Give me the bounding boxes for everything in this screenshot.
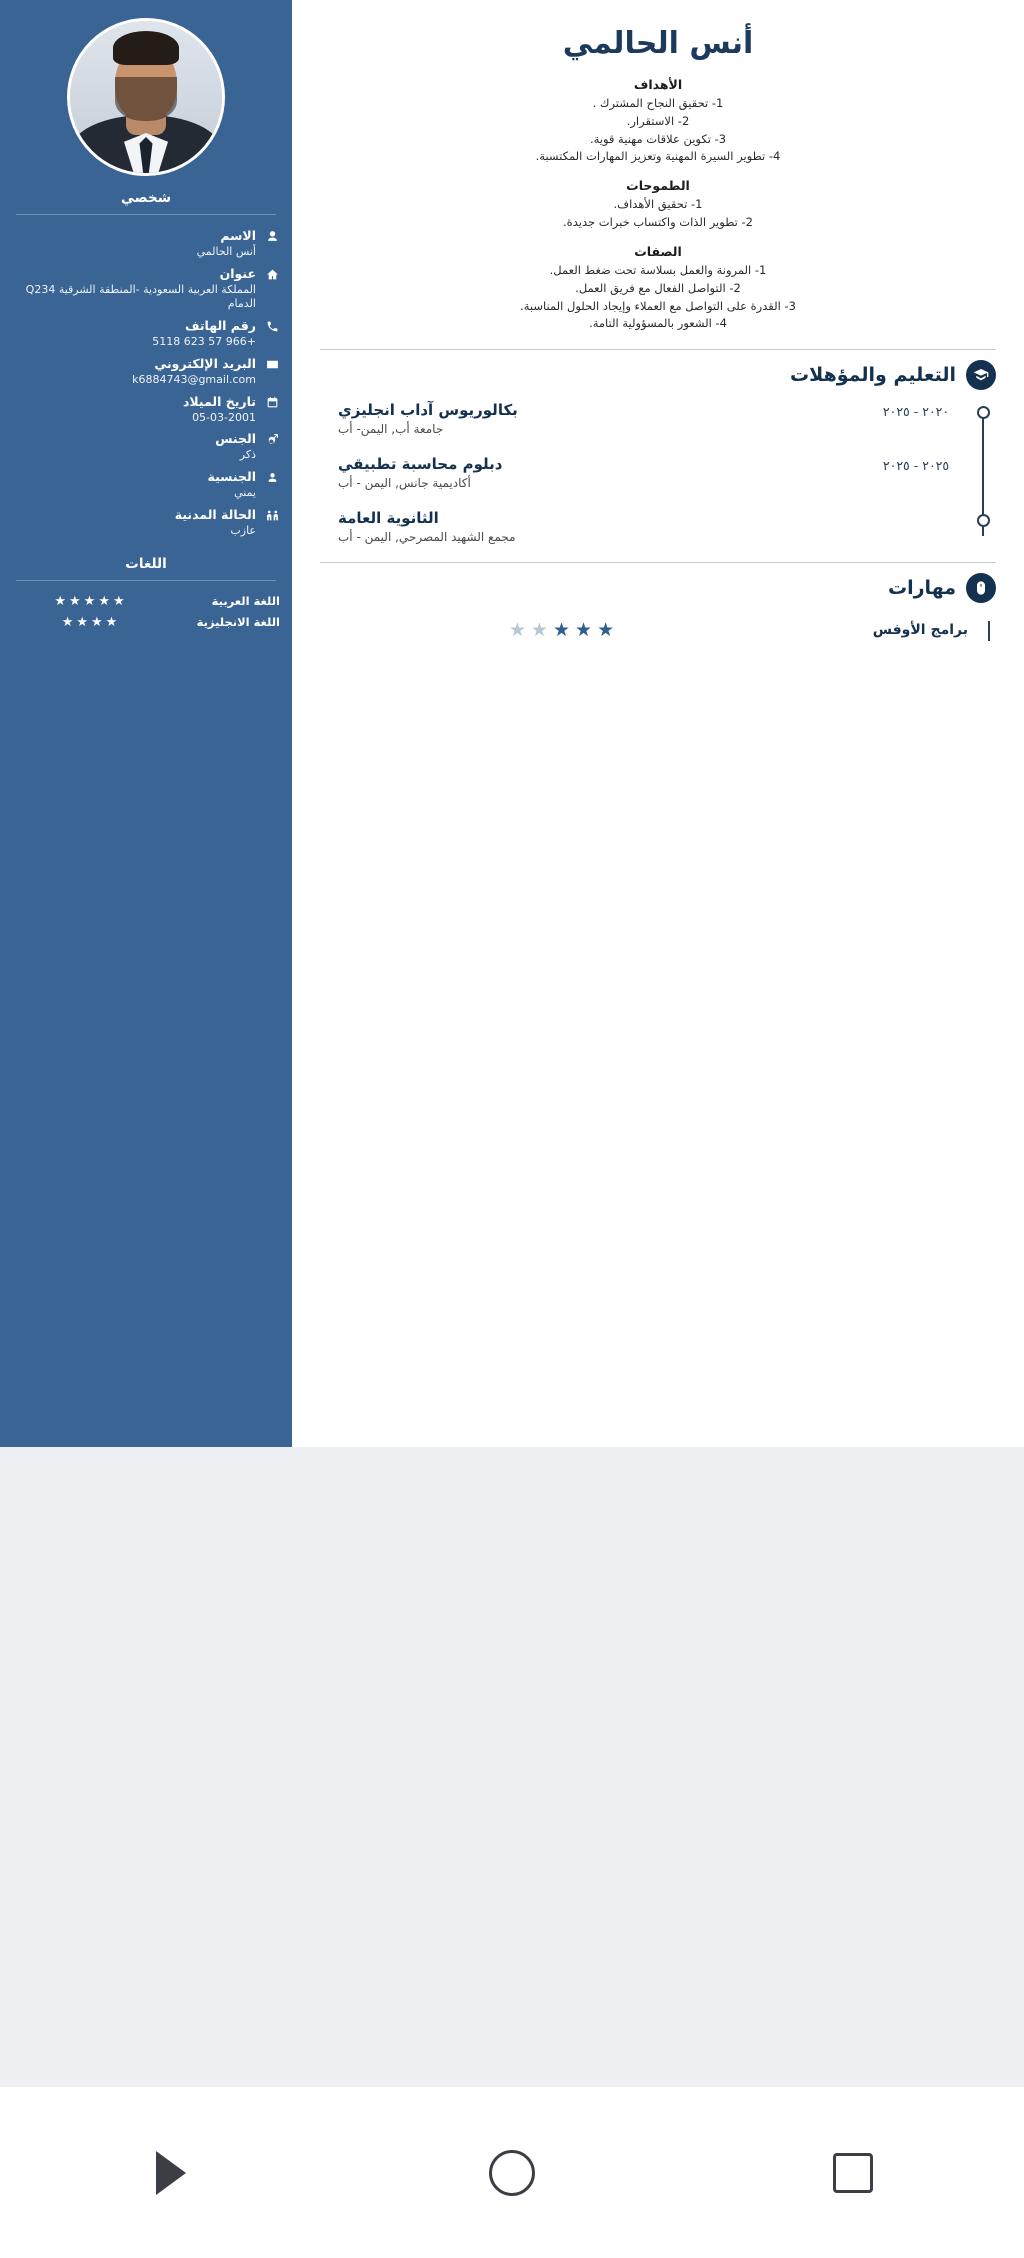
envelope-icon [264,358,280,374]
info-row-phone [0,315,292,353]
skill-tick [988,621,990,641]
language-rating: ★★★★ [61,614,121,630]
person-badge-icon [264,471,280,487]
personal-section-title: شخصي [121,190,171,206]
ambitions-line: 2- تطوير الذات واكتساب خبرات جديدة. [563,215,753,230]
education-degree: بكالوريوس آداب انجليزي [338,401,518,420]
info-label: الجنسية [207,469,256,485]
objectives-line: 4- تطوير السيرة المهنية وتعزيز المهارات المكتسبة. [535,149,781,164]
objectives-title: الأهداف [633,77,683,92]
phone-icon [264,320,280,336]
info-value: المملكة العربية السعودية -المنطقة الشرقية Q234 الدمام [25,282,256,311]
info-row-gender [0,428,292,466]
objectives-line: 2- الاستقرار. [626,113,690,128]
divider [320,562,996,563]
gender-icon [264,433,280,449]
education-title: التعليم والمؤهلات [790,364,956,387]
home-icon [264,268,280,284]
education-item [320,508,990,546]
education-item [320,454,990,492]
traits-line: 2- التواصل الفعال مع فريق العمل. [575,280,741,295]
recent-apps-button[interactable] [823,2143,883,2203]
info-value: عازب [230,523,256,537]
info-value: ذكر [239,448,256,462]
info-row-marital-status [0,504,292,542]
traits-line: 4- الشعور بالمسؤولية التامة. [589,316,727,331]
education-section-header [320,360,996,390]
page-title: أنس الحالمي [562,26,754,61]
education-date [864,508,968,512]
traits-line: 1- المرونة والعمل بسلاسة تحت ضغط العمل. [549,262,767,277]
timeline-dot [977,406,990,419]
languages-block [0,556,292,633]
calendar-icon [264,396,280,412]
family-icon [264,509,280,525]
divider [16,214,276,215]
ambitions-title: الطموحات [626,178,690,194]
language-item [0,612,292,633]
empty-canvas-area [0,1447,1024,2087]
info-label: رقم الهاتف [184,318,256,334]
info-label: تاريخ الميلاد [182,393,256,409]
info-value: يمني [234,486,256,500]
info-label: البريد الإلكتروني [154,356,256,371]
ambitions-block [320,178,996,232]
skill-name: برامج الأوفس [872,621,968,638]
divider [320,349,996,350]
info-row-email [0,353,292,391]
person-icon [264,230,280,246]
timeline-dot [977,514,990,527]
ambitions-line: 1- تحقيق الأهداف. [613,197,703,212]
objectives-line: 3- تكوين علاقات مهنية قوية. [589,131,727,146]
education-school: أكاديمية جانس, اليمن - أب [338,475,471,490]
info-label: الحالة المدنية [174,506,256,522]
info-label: عنوان [219,265,256,281]
skill-rating: ★★★★★ [508,618,620,641]
info-value: أنس الحالمي [196,244,256,258]
info-row-birthdate [0,391,292,429]
info-label: الجنس [215,431,256,447]
info-value: +966 57 623 5118 [152,335,256,349]
objectives-line: 1- تحقيق النجاح المشترك . [592,96,724,110]
skills-title: مهارات [888,576,956,599]
mouse-icon [966,573,996,603]
system-navigation-bar[interactable] [0,2087,1024,2258]
home-button[interactable] [482,2143,542,2203]
info-value: k6884743@gmail.com [132,372,256,386]
objectives-block [320,77,996,166]
language-rating: ★★★★★ [54,593,128,609]
info-row-address [0,263,292,316]
avatar [0,0,292,176]
education-degree: الثانوية العامة [338,508,439,527]
languages-title: اللغات [125,555,167,572]
language-item [0,591,292,612]
language-name: اللغة الانجليزية [196,615,280,630]
info-row-nationality [0,466,292,504]
info-label: الاسم [220,228,256,243]
education-timeline [320,400,990,545]
skills-section-header [320,573,996,603]
divider [16,580,276,581]
traits-block [320,244,996,333]
education-item [320,400,990,438]
education-degree: دبلوم محاسبة تطبيقي [338,454,503,473]
info-value: 05-03-2001 [192,410,256,424]
education-date: ٢٠٢٥ - ٢٠٢٥ [882,457,950,473]
info-row-name [0,225,292,263]
triangle-icon [156,2151,186,2195]
cv-sidebar [0,0,292,1447]
language-name: اللغة العربية [211,594,280,609]
graduation-cap-icon [966,360,996,390]
education-school: جامعة أب, اليمن- أب [338,422,444,437]
traits-title: الصفات [634,243,682,259]
traits-line: 3- القدرة على التواصل مع العملاء وإيجاد الحلول المناسبة. [520,298,796,313]
square-icon [833,2153,873,2193]
education-date: ٢٠٢٠ - ٢٠٢٥ [882,404,950,420]
cv-main-column [292,0,1024,1447]
education-school: مجمع الشهيد المصرحي, اليمن - أب [338,529,516,544]
back-button[interactable] [141,2143,201,2203]
skill-item [320,619,996,641]
circle-icon [489,2150,535,2196]
